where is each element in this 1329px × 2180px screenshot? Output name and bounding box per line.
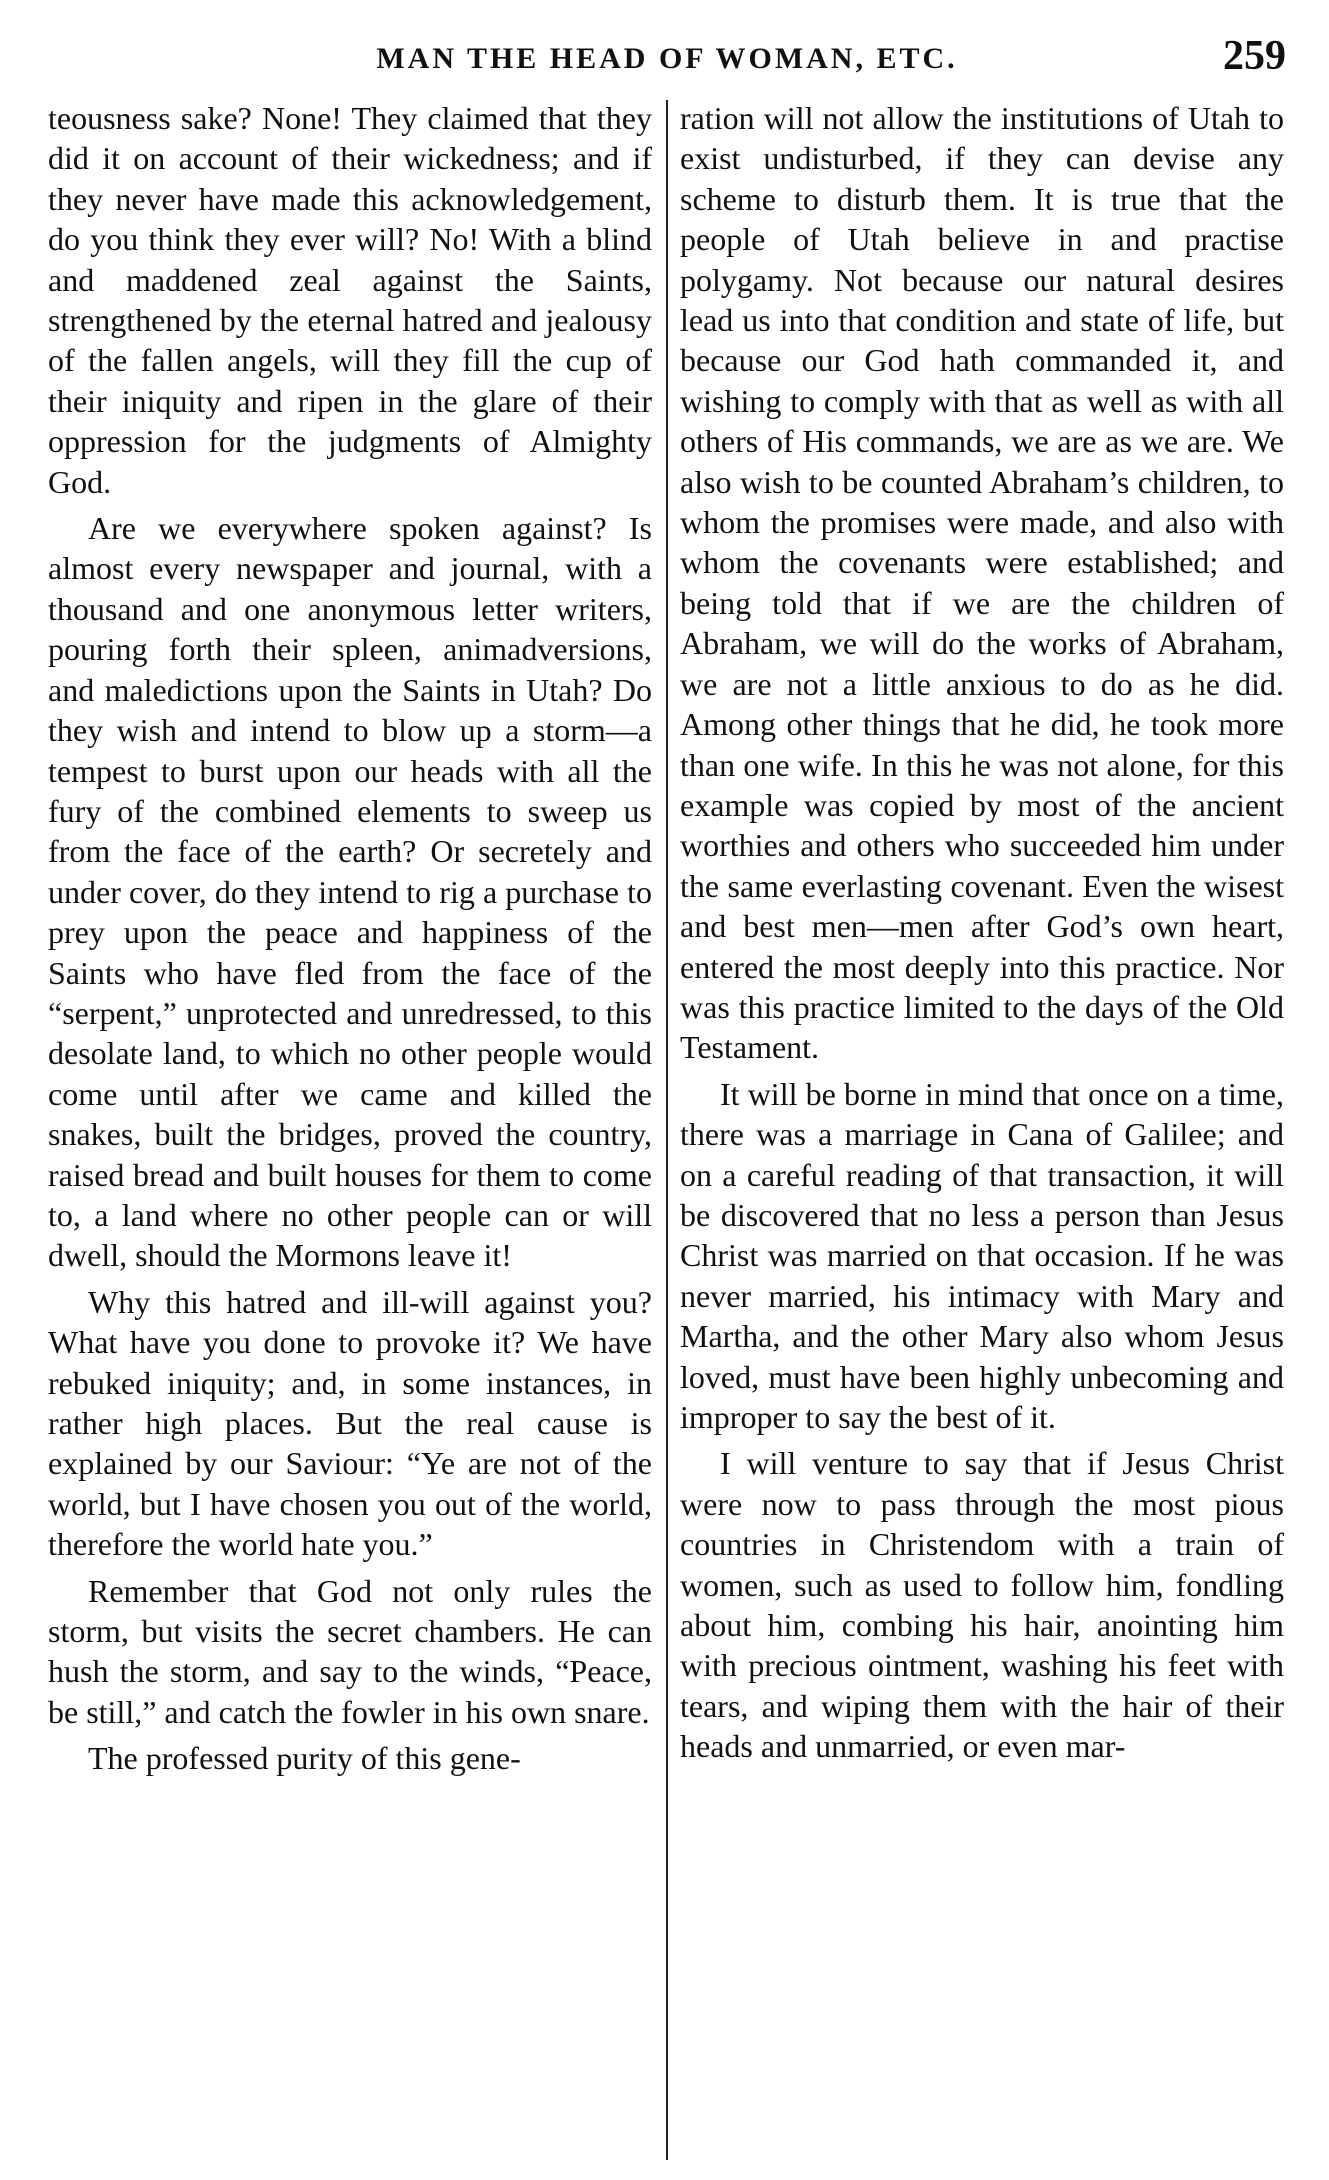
left-paragraph-5: The professed purity of this gene- bbox=[88, 1740, 521, 1777]
right-column bbox=[680, 98, 1284, 1767]
column-divider-rule bbox=[666, 100, 668, 2160]
page-number: 259 bbox=[1223, 33, 1286, 79]
right-paragraph-2: It will be borne in mind that once on a time, there was a marriage in Cana of Galilee; and on a careful reading of that transaction, it will be discovered that no less a person than Jesus Christ was married on that occasion. If he was never married, his intimacy with Mary and Martha, and the other Mary also whom Jesus loved, must have been highly unbecoming and improper to say the best of it. bbox=[680, 1075, 1284, 1435]
left-paragraph-2: Are we everywhere spoken against? Is almost every newspaper and journal, with a thousand and one anonymous letter writers, pouring forth their spleen, animadversions, and maledictions upon the Saints in Utah? Do they wish and intend to blow up a storm—a tempest to burst upon our heads with all the fury of the combined elements to sweep us from the face of the earth? Or secretely and under cover, do they intend to rig a purchase to prey upon the peace and happiness of the Saints who have fled from the face of the “serpent,” unprotected and unredressed, to this desolate land, to which no other people would come until after we came and killed the snakes, built the bridges, proved the country, raised bread and built houses for them to come to, a land where no other people can or will dwell, should the Mormons leave it! bbox=[48, 510, 652, 1274]
running-title: MAN THE HEAD OF WOMAN, ETC. bbox=[376, 42, 958, 75]
left-paragraph-4: Remember that God not only rules the storm, but visits the secret chambers. He can hush the storm, and say to the winds, “Peace, be still,” and catch the fowler in his own snare. bbox=[48, 1572, 652, 1730]
left-paragraph-1: teousness sake? None! They claimed that they did it on account of their wickedness; and if they never have made this acknowledgement, do you think they ever will? No! With a blind and maddened zeal against the Saints, strengthened by the eternal hatred and jealousy of the fallen angels, will they fill the cup of their iniquity and ripen in the glare of their oppression for the judgments of Almighty God. bbox=[48, 100, 652, 500]
left-paragraph-3: Why this hatred and ill-will against you? What have you done to provoke it? We have rebuked iniquity; and, in some instances, in rather high places. But the real cause is explained by our Saviour: “Ye are not of the world, but I have chosen you out of the world, therefore the world hate you.” bbox=[48, 1283, 652, 1563]
right-paragraph-1: ration will not allow the institutions of Utah to exist undisturbed, if they can devise any scheme to disturb them. It is true that the people of Utah believe in and practise polygamy. Not because our natural desires lead us into that condition and state of life, but because our God hath commanded it, and wishing to comply with that as well as with all others of His commands, we are as we are. We also wish to be counted Abraham’s children, to whom the promises were made, and also with whom the covenants were established; and being told that if we are the children of Abraham, we will do the works of Abraham, we are not a little anxious to do as he did. Among other things that he did, he took more than one wife. In this he was not alone, for this example was copied by most of the ancient worthies and others who succeeded him under the same everlasting covenant. Even the wisest and best men—men after God’s own heart, entered the most deeply into this practice. Nor was this practice limited to the days of the Old Testament. bbox=[680, 100, 1284, 1066]
right-paragraph-3: I will venture to say that if Jesus Christ were now to pass through the most pious countries in Christendom with a train of women, such as used to follow him, fondling about him, combing his hair, anointing him with precious ointment, washing his feet with tears, and wiping them with the hair of their heads and unmarried, or even mar- bbox=[680, 1445, 1284, 1765]
running-head bbox=[48, 28, 1286, 88]
left-column bbox=[48, 98, 652, 1779]
